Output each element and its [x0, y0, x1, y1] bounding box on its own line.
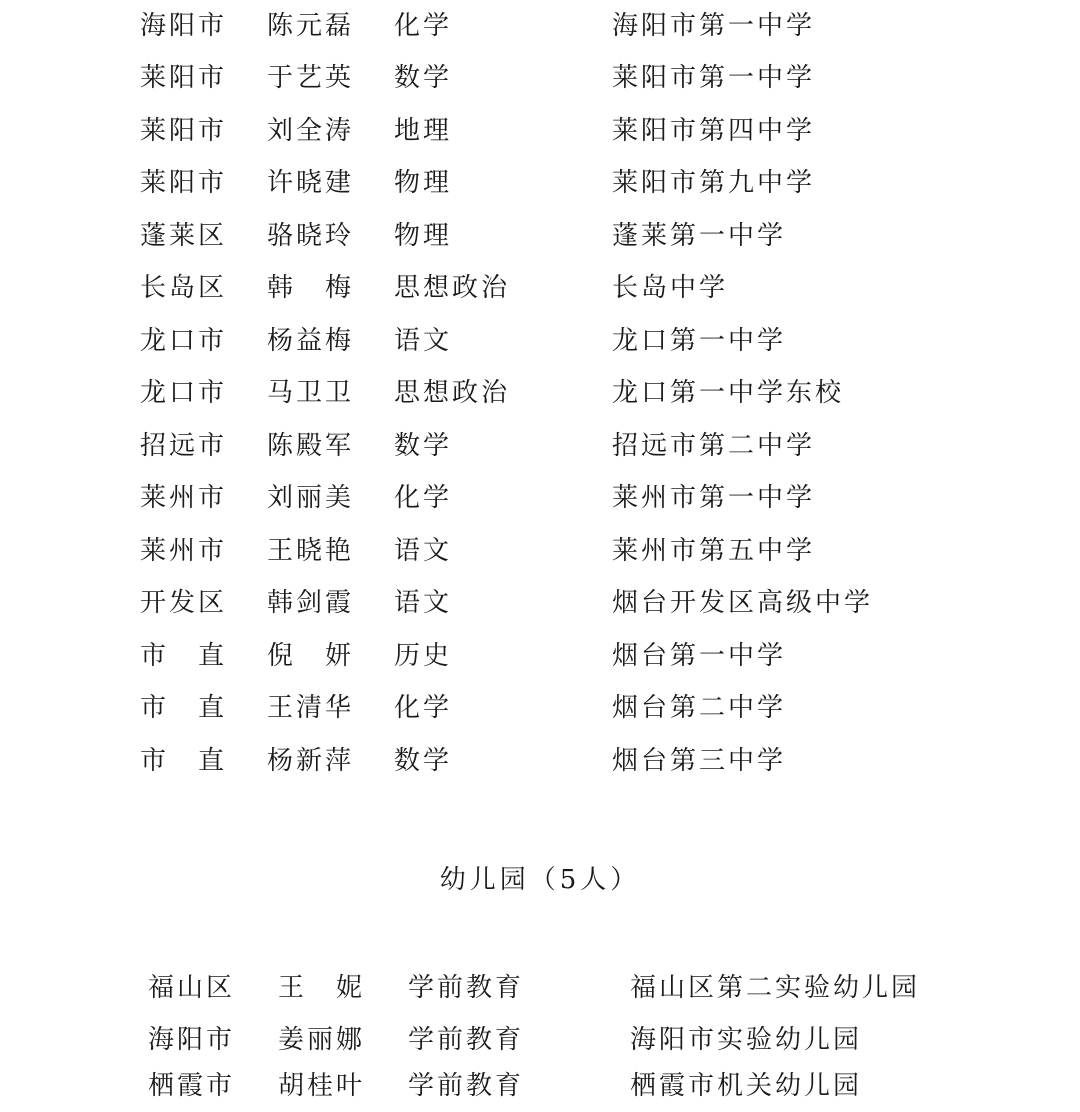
school-cell: 烟台第三中学: [612, 746, 787, 776]
name-cell: 杨新萍: [267, 746, 355, 776]
area-cell: 海阳市: [148, 1025, 236, 1055]
subject-cell: 数学: [394, 63, 453, 93]
school-cell: 莱阳市第一中学: [612, 63, 816, 93]
name-cell: 陈元磊: [267, 11, 355, 41]
area-cell: 蓬莱区: [140, 221, 228, 251]
school-cell: 莱州市第五中学: [612, 536, 816, 566]
name-cell: 骆晓玲: [267, 221, 355, 251]
subject-cell: 数学: [394, 431, 453, 461]
table-row: [0, 157, 1080, 209]
name-cell: 韩剑霞: [267, 588, 355, 618]
school-cell: 海阳市第一中学: [612, 11, 816, 41]
subject-cell: 语文: [394, 326, 453, 356]
table-row: [0, 472, 1080, 524]
area-cell: 福山区: [148, 973, 236, 1003]
name-cell: 刘丽美: [267, 483, 355, 513]
name-cell: 陈殿军: [267, 431, 355, 461]
area-cell: 龙口市: [140, 326, 228, 356]
area-cell: 龙口市: [140, 378, 228, 408]
table-row: [0, 525, 1080, 577]
area-cell: 莱阳市: [140, 168, 228, 198]
name-cell: 胡桂叶: [278, 1071, 366, 1101]
school-cell: 龙口第一中学东校: [612, 378, 845, 408]
table-row: [0, 962, 1080, 1014]
name-cell: 韩 梅: [267, 273, 355, 303]
school-cell: 莱阳市第四中学: [612, 116, 816, 146]
school-cell: 莱阳市第九中学: [612, 168, 816, 198]
subject-cell: 化学: [394, 11, 453, 41]
area-cell: 市 直: [140, 693, 228, 723]
subject-cell: 学前教育: [408, 1071, 525, 1101]
name-cell: 许晓建: [267, 168, 355, 198]
area-cell: 开发区: [140, 588, 228, 618]
subject-cell: 地理: [394, 116, 453, 146]
name-cell: 杨益梅: [267, 326, 355, 356]
school-cell: 长岛中学: [612, 273, 729, 303]
subject-cell: 化学: [394, 693, 453, 723]
table-row: [0, 105, 1080, 157]
table-row: [0, 52, 1080, 104]
subject-cell: 思想政治: [394, 378, 511, 408]
subject-cell: 物理: [394, 221, 453, 251]
name-cell: 马卫卫: [267, 378, 355, 408]
school-cell: 莱州市第一中学: [612, 483, 816, 513]
name-cell: 王 妮: [278, 973, 366, 1003]
name-cell: 王晓艳: [267, 536, 355, 566]
school-cell: 栖霞市机关幼儿园: [630, 1071, 863, 1101]
school-cell: 烟台开发区高级中学: [612, 588, 874, 618]
table-row: [0, 315, 1080, 367]
name-cell: 刘全涛: [267, 116, 355, 146]
subject-cell: 物理: [394, 168, 453, 198]
table-row: [0, 210, 1080, 262]
table-row: [0, 262, 1080, 314]
school-cell: 烟台第一中学: [612, 641, 787, 671]
school-cell: 蓬莱第一中学: [612, 221, 787, 251]
school-cell: 烟台第二中学: [612, 693, 787, 723]
subject-cell: 语文: [394, 536, 453, 566]
table-row: [0, 367, 1080, 419]
kindergarten-section-title: 幼儿园（5人）: [439, 865, 641, 895]
school-cell: 海阳市实验幼儿园: [630, 1025, 863, 1055]
name-cell: 王清华: [267, 693, 355, 723]
area-cell: 招远市: [140, 431, 228, 461]
school-cell: 福山区第二实验幼儿园: [630, 973, 921, 1003]
subject-cell: 历史: [394, 641, 453, 671]
area-cell: 莱州市: [140, 483, 228, 513]
area-cell: 栖霞市: [148, 1071, 236, 1101]
area-cell: 莱州市: [140, 536, 228, 566]
table-row: [0, 0, 1080, 52]
area-cell: 海阳市: [140, 11, 228, 41]
table-row: [0, 1060, 1080, 1112]
subject-cell: 化学: [394, 483, 453, 513]
table-row: [0, 1014, 1080, 1066]
area-cell: 莱阳市: [140, 116, 228, 146]
name-cell: 倪 妍: [267, 641, 355, 671]
area-cell: 长岛区: [140, 273, 228, 303]
school-cell: 龙口第一中学: [612, 326, 787, 356]
subject-cell: 学前教育: [408, 1025, 525, 1055]
subject-cell: 数学: [394, 746, 453, 776]
area-cell: 莱阳市: [140, 63, 228, 93]
table-row: [0, 735, 1080, 787]
area-cell: 市 直: [140, 746, 228, 776]
table-row: [0, 682, 1080, 734]
table-row: [0, 630, 1080, 682]
name-cell: 姜丽娜: [278, 1025, 366, 1055]
table-row: [0, 420, 1080, 472]
school-cell: 招远市第二中学: [612, 431, 816, 461]
subject-cell: 语文: [394, 588, 453, 618]
subject-cell: 思想政治: [394, 273, 511, 303]
table-row: [0, 577, 1080, 629]
subject-cell: 学前教育: [408, 973, 525, 1003]
area-cell: 市 直: [140, 641, 228, 671]
name-cell: 于艺英: [267, 63, 355, 93]
